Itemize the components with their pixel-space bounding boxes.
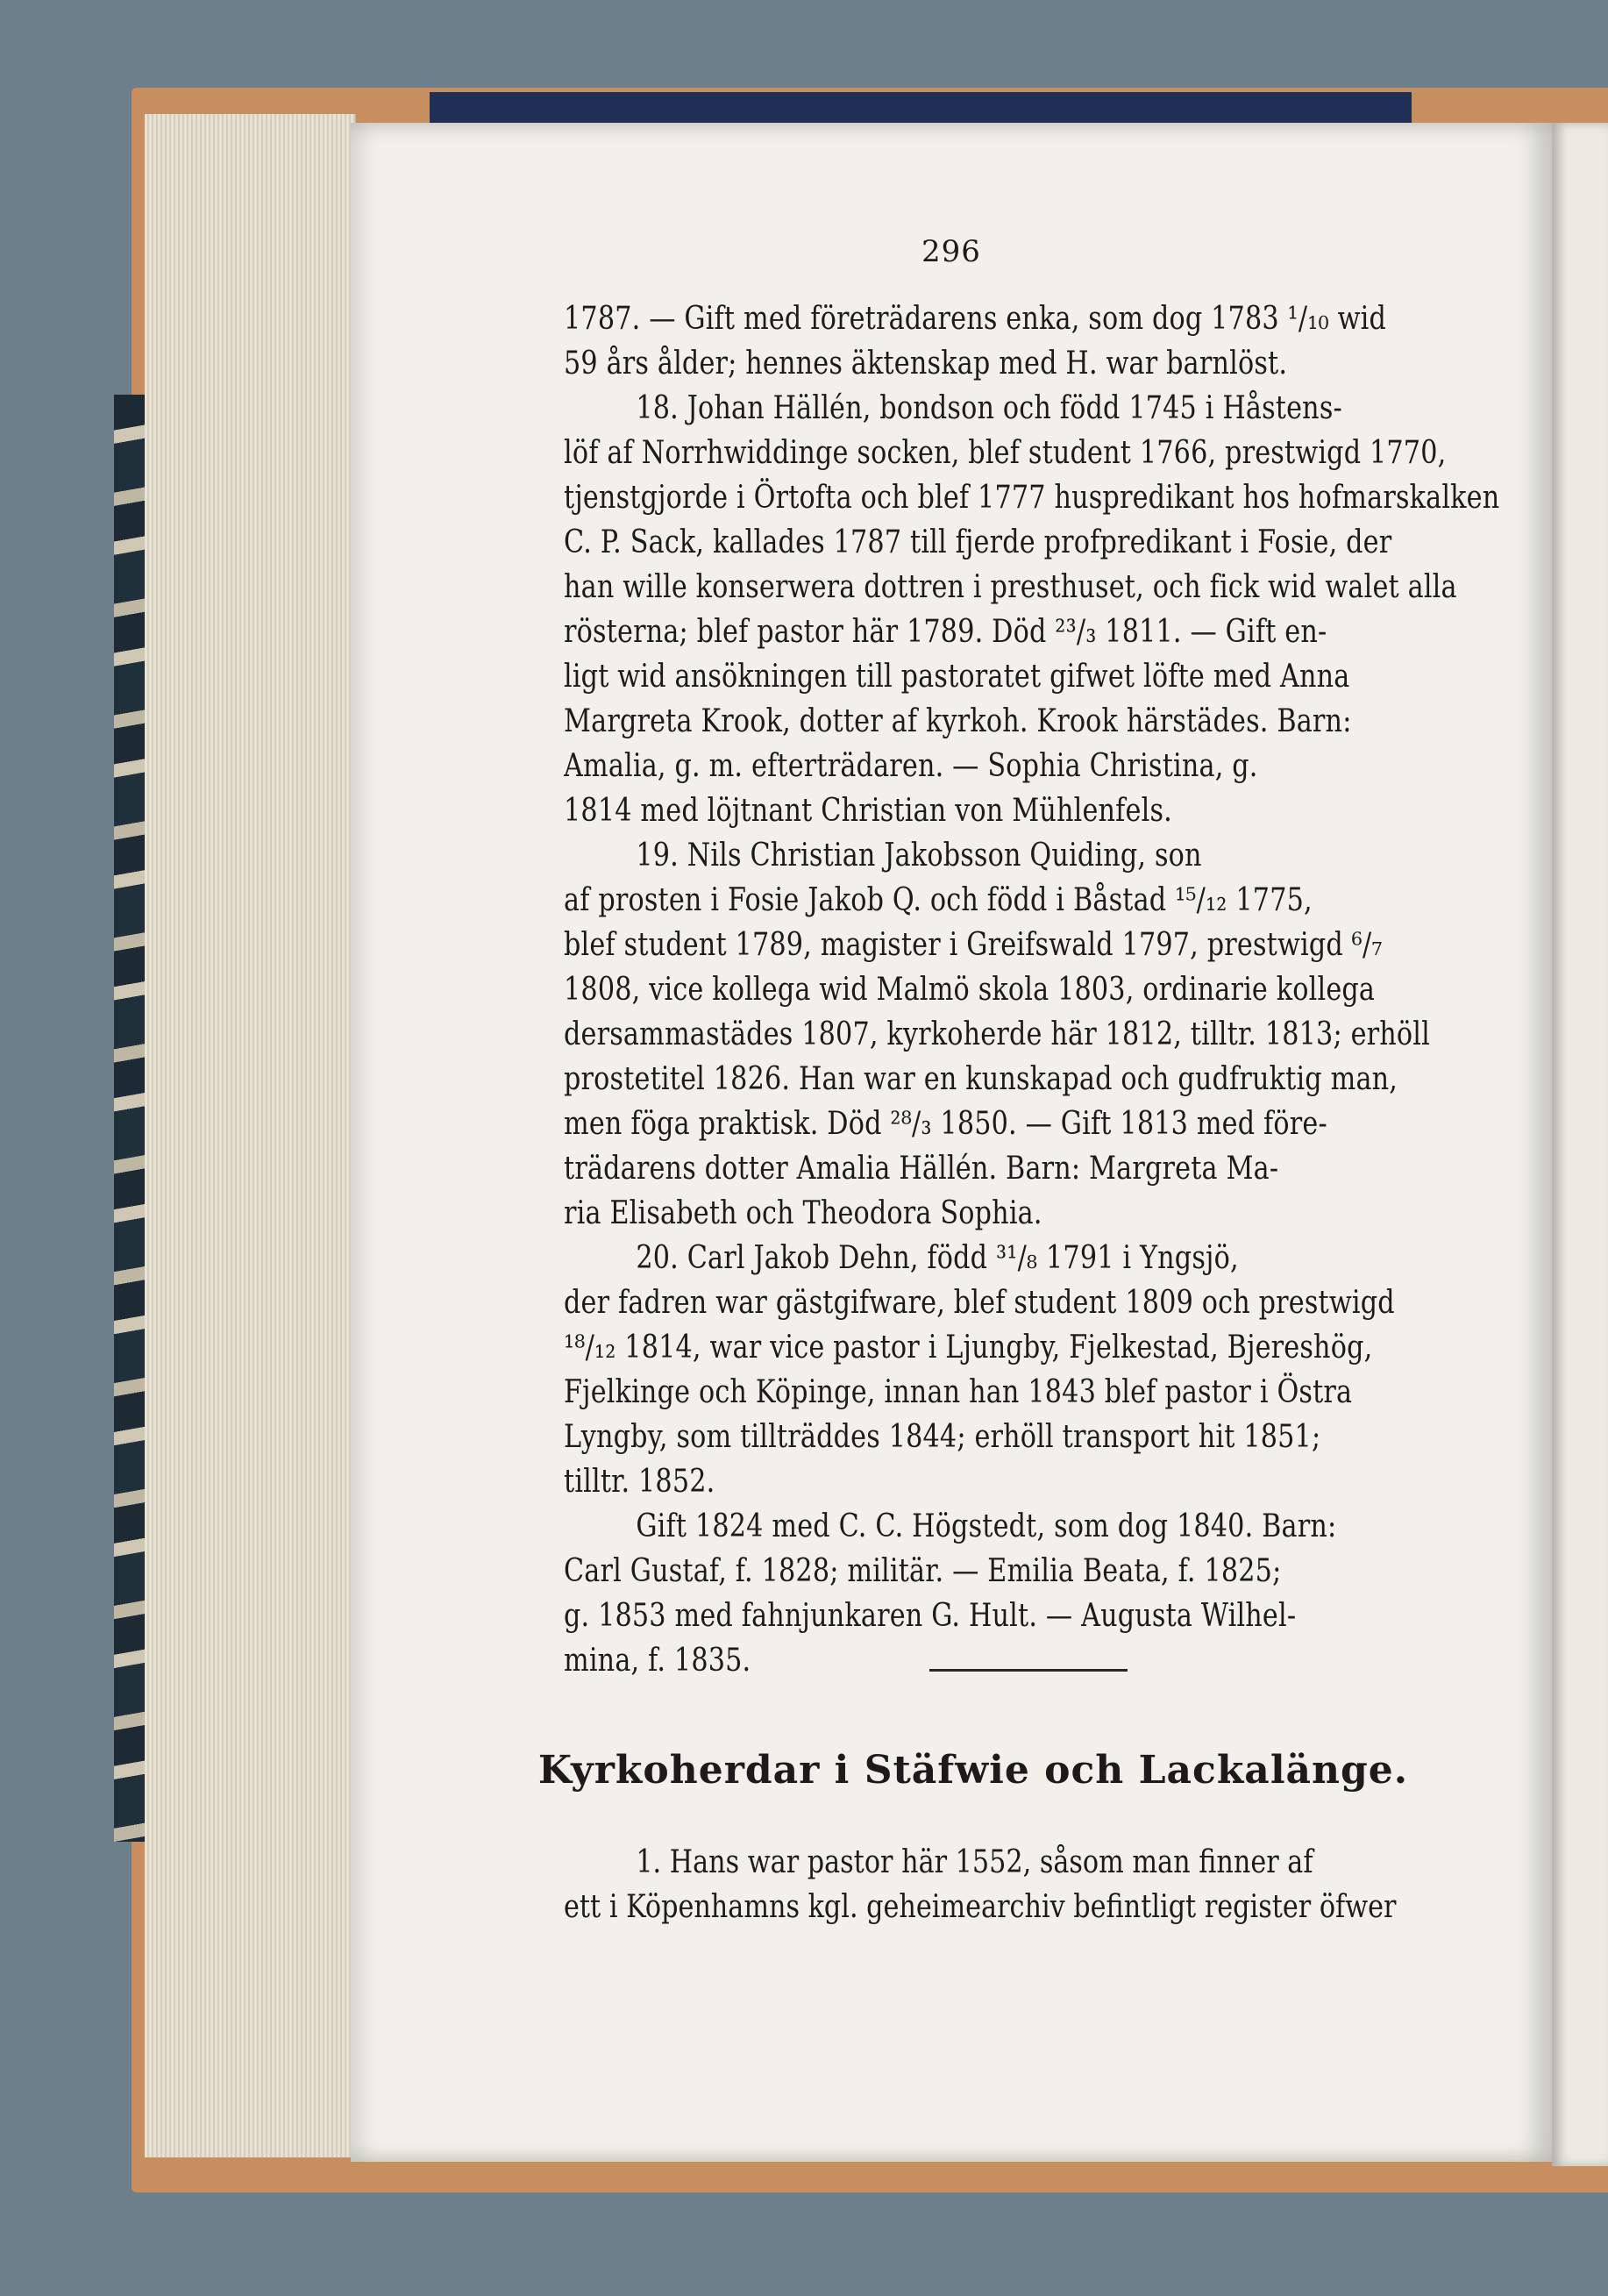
text-line: men föga praktisk. Död ²⁸/₃ 1850. — Gift 1813 med före- <box>564 1106 1327 1142</box>
page-number: 296 <box>921 234 981 269</box>
text-line: ria Elisabeth och Theodora Sophia. <box>564 1195 1042 1231</box>
book-page <box>351 123 1552 2162</box>
text-line: Gift 1824 med C. C. Högstedt, som dog 1840. Barn: <box>636 1508 1337 1544</box>
text-line: Fjelkinge och Köpinge, innan han 1843 blef pastor i Östra <box>564 1374 1353 1410</box>
text-line: han wille konserwera dottren i presthuset, och fick wid walet alla <box>564 569 1457 605</box>
text-line: g. 1853 med fahnjunkaren G. Hult. — Augusta Wilhel- <box>564 1598 1297 1634</box>
text-line: tilltr. 1852. <box>564 1464 715 1500</box>
text-line: 1787. — Gift med företrädarens enka, som dog 1783 ¹/₁₀ wid <box>564 301 1386 337</box>
text-line: rösterna; blef pastor här 1789. Död ²³/₃ 1811. — Gift en- <box>564 614 1327 650</box>
text-line: ett i Köpenhamns kgl. geheimearchiv befintligt register öfwer <box>564 1889 1397 1925</box>
text-line: 1. Hans war pastor här 1552, såsom man finner af <box>636 1844 1313 1880</box>
text-line: ligt wid ansökningen till pastoratet gifwet löfte med Anna <box>564 659 1350 695</box>
text-line: mina, f. 1835. <box>564 1643 751 1679</box>
text-line: trädarens dotter Amalia Hällén. Barn: Margreta Ma- <box>564 1151 1279 1187</box>
text-line: prostetitel 1826. Han war en kunskapad och gudfruktig man, <box>564 1061 1398 1097</box>
text-line: C. P. Sack, kallades 1787 till fjerde profpredikant i Fosie, der <box>564 524 1392 560</box>
text-line: Lyngby, som tillträddes 1844; erhöll transport hit 1851; <box>564 1419 1321 1455</box>
section-heading: Kyrkoherdar i Stäfwie och Lackalänge. <box>537 1748 1409 1793</box>
text-line: der fadren war gästgifware, blef student 1809 och prestwigd <box>564 1285 1395 1321</box>
page-edges <box>145 114 356 2157</box>
text-line: ¹⁸/₁₂ 1814, war vice pastor i Ljungby, Fjelkestad, Bjereshög, <box>564 1330 1373 1365</box>
text-line: Margreta Krook, dotter af kyrkoh. Krook härstädes. Barn: <box>564 703 1352 739</box>
binding-band <box>430 92 1412 123</box>
page-body <box>564 296 1608 1683</box>
text-line: dersammastädes 1807, kyrkoherde här 1812, tilltr. 1813; erhöll <box>564 1016 1430 1052</box>
text-line: Carl Gustaf, f. 1828; militär. — Emilia Beata, f. 1825; <box>564 1553 1282 1589</box>
section-body <box>564 1840 1608 1929</box>
text-line: blef student 1789, magister i Greifswald 1797, prestwigd ⁶/₇ <box>564 927 1383 963</box>
text-line: Amalia, g. m. efterträdaren. — Sophia Christina, g. <box>564 748 1258 784</box>
text-line: 1808, vice kollega wid Malmö skola 1803, ordinarie kollega <box>564 972 1376 1008</box>
text-line: 1814 med löjtnant Christian von Mühlenfels. <box>564 793 1172 829</box>
text-line: 20. Carl Jakob Dehn, född ³¹/₈ 1791 i Yngsjö, <box>636 1240 1239 1276</box>
section-divider <box>929 1669 1128 1672</box>
text-line: 59 års ålder; hennes äktenskap med H. war barnlöst. <box>564 346 1288 381</box>
text-line: af prosten i Fosie Jakob Q. och född i Båstad ¹⁵/₁₂ 1775, <box>564 882 1313 918</box>
text-line: löf af Norrhwiddinge socken, blef student 1766, prestwigd 1770, <box>564 435 1447 471</box>
text-line: 18. Johan Hällén, bondson och född 1745 i Håstens- <box>636 390 1342 426</box>
text-line: tjenstgjorde i Örtofta och blef 1777 huspredikant hos hofmarskalken <box>564 480 1500 516</box>
text-line: 19. Nils Christian Jakobsson Quiding, son <box>636 838 1202 873</box>
